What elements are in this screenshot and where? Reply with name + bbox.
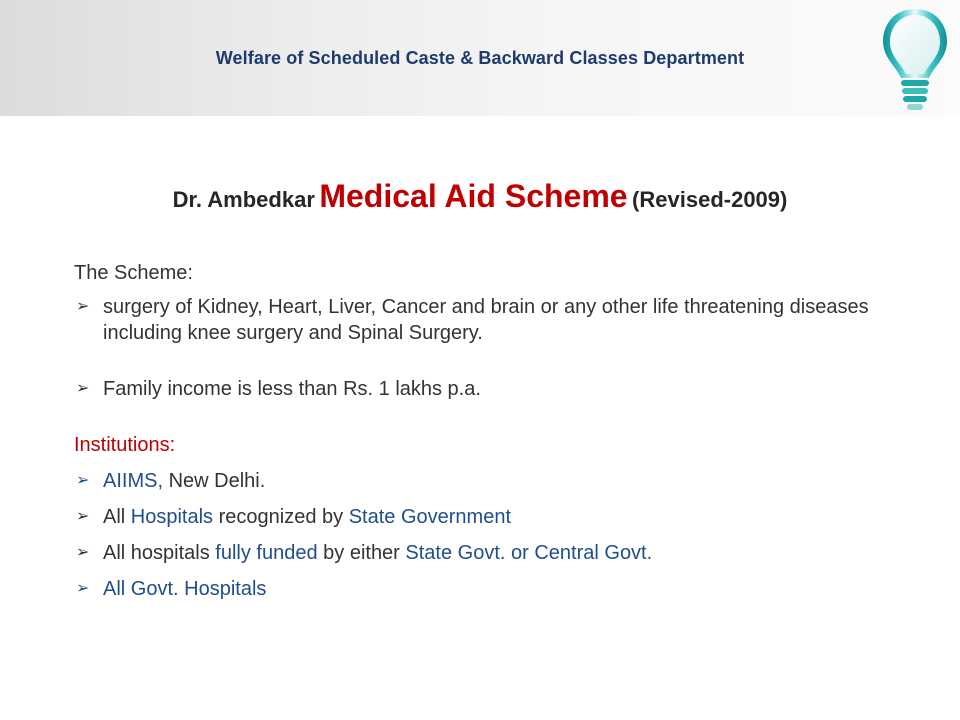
institution-item <box>74 540 894 566</box>
institution-text: New Delhi. <box>163 470 266 492</box>
institutions-heading: Institutions: <box>74 434 176 456</box>
institution-item <box>74 576 894 602</box>
department-title: Welfare of Scheduled Caste & Backward Classes Department <box>215 48 745 68</box>
arrow-bullet-icon: ➢ <box>76 472 90 489</box>
institution-text: All Govt. Hospitals <box>103 578 267 600</box>
institution-text: All <box>103 506 131 528</box>
institution-item <box>74 468 894 494</box>
title-suffix: (Revised-2009) <box>632 187 788 212</box>
institution-text: State Govt. or Central Govt <box>405 542 647 564</box>
institution-item <box>74 504 894 530</box>
institution-text: . <box>646 542 653 564</box>
institution-text: recognized by <box>213 506 349 528</box>
scheme-bullet <box>74 376 894 402</box>
institution-text: Hospitals <box>130 506 214 528</box>
institution-text: fully funded <box>215 542 318 564</box>
scheme-bullet-text: surgery of Kidney, Heart, Liver, Cancer and brain or any other life threatening diseases including knee surgery and Spinal Surgery. <box>103 296 869 344</box>
institution-text: AIIMS, <box>103 470 164 492</box>
institution-text: State Government <box>348 506 512 528</box>
scheme-heading: The Scheme: <box>74 262 193 284</box>
title-prefix: Dr. Ambedkar <box>172 187 315 212</box>
scheme-bullet-text: Family income is less than Rs. 1 lakhs p.a. <box>103 378 481 400</box>
arrow-bullet-icon: ➢ <box>76 508 90 525</box>
slide-title <box>0 178 960 215</box>
scheme-bullet <box>74 294 894 346</box>
institution-text: by either <box>317 542 406 564</box>
institution-text: All hospitals <box>103 542 216 564</box>
arrow-bullet-icon: ➢ <box>76 580 90 597</box>
arrow-bullet-icon: ➢ <box>76 380 90 397</box>
arrow-bullet-icon: ➢ <box>76 298 90 315</box>
slide-body <box>74 260 894 602</box>
lightbulb-icon <box>878 6 952 114</box>
arrow-bullet-icon: ➢ <box>76 544 90 561</box>
title-main: Medical Aid Scheme <box>319 178 628 214</box>
